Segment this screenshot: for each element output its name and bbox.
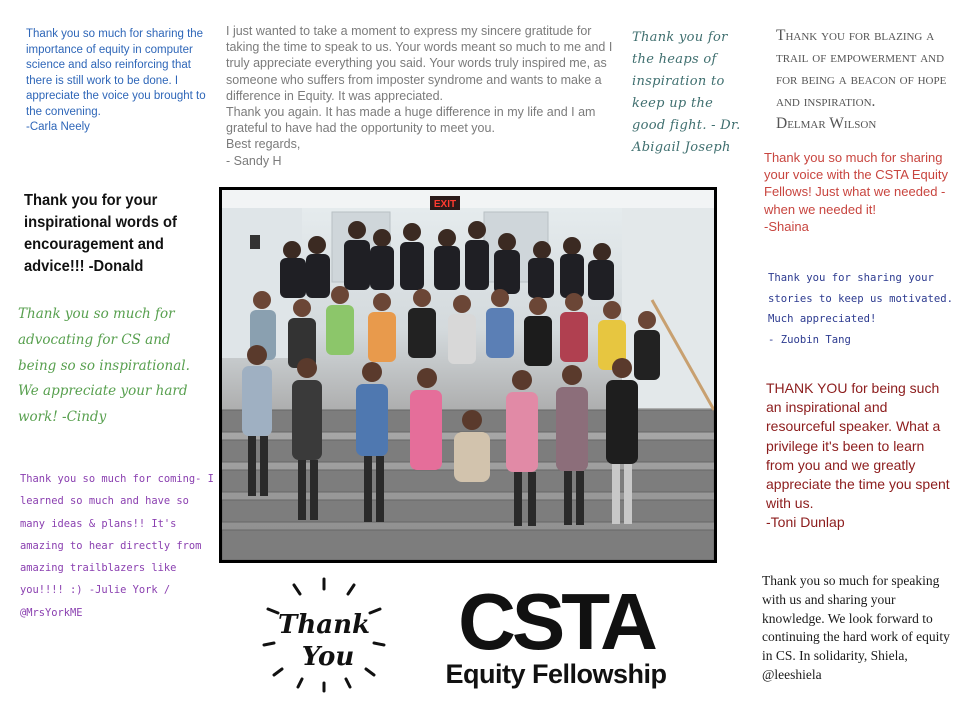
note-shaina: Thank you so much for sharing your voice with the CSTA Equity Fellows! Just what we needed - when we needed it! -Shaina <box>764 150 949 234</box>
note-carla-neely: Thank you so much for sharing the importance of equity in computer science and also reinforcing that there is still work to be done. I appreciate the voice you brought to the convening. -Carla Neely <box>26 28 206 133</box>
thank-you-logo-line2: You <box>301 642 355 672</box>
note-delmar-wilson: Thank you for blazing a trail of empowerment and for being a beacon of hope and inspiration. Delmar Wilson <box>776 27 947 132</box>
note-toni-dunlap: THANK YOU for being such an inspirational and resourceful speaker. What a privilege it's been to learn from you and we greatly appreciate the time you spent with us. -Toni Dunlap <box>766 380 950 531</box>
group-photo <box>219 187 717 563</box>
note-cindy: Thank you so much for advocating for CS and being so so inspirational. We appreciate your hard work! -Cindy <box>18 306 190 426</box>
exit-sign: EXIT <box>433 199 457 210</box>
csta-subtitle: Equity Fellowship <box>445 659 667 689</box>
note-zuobin-tang: Thank you for sharing your stories to keep us motivated. Much appreciated! - Zuobin Tang <box>768 272 953 346</box>
thank-you-logo <box>254 575 394 695</box>
csta-equity-fellowship-logo <box>428 583 684 693</box>
note-julie-york: Thank you so much for coming- I learned so much and have so many ideas & plans!! It's amazing to hear directly from amazing trailblazers like you!!!! :) -Julie York / @MrsYorkME <box>20 473 214 619</box>
note-sandy-h: I just wanted to take a moment to express my sincere gratitude for taking the time to speak to us. Your words meant so much to me and I truly appreciate everything you said. Your words truly inspired me, as someone who suffers from imposter syndrome and wants to make a difference in Equity. It was appreciated. Thank you again. It has made a huge difference in my life and I am grateful to have had the opportunity to meet you. Best regards, - Sandy H <box>226 24 613 168</box>
csta-wordmark: CSTA <box>458 583 654 655</box>
thank-you-logo-line1: Thank <box>277 610 371 640</box>
note-donald: Thank you for your inspirational words of encouragement and advice!!! -Donald <box>24 192 177 275</box>
note-shiela: Thank you so much for speaking with us and sharing your knowledge. We look forward to continuing the hard work of equity in CS. In solidarity, Shiela, @leeshiela <box>762 573 950 682</box>
note-abigail-joseph: Thank you for the heaps of inspiration to keep up the good fight. - Dr. Abigail Joseph <box>632 30 741 155</box>
